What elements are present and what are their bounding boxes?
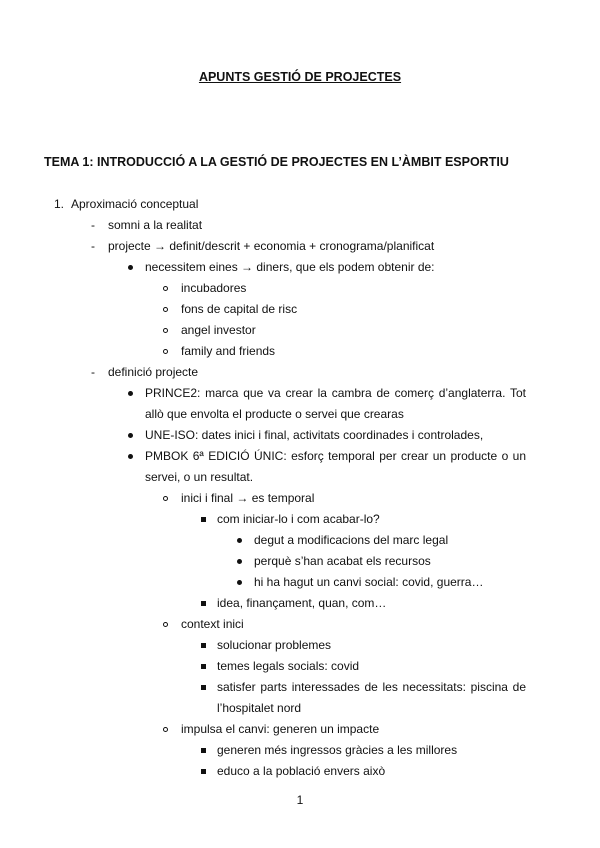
bullet-icon bbox=[128, 391, 133, 396]
list-item: projecte → definit/descrit + economia + cronograma/planificat bbox=[108, 239, 435, 253]
list-item: solucionar problemes bbox=[217, 638, 332, 652]
list-item: incubadores bbox=[181, 281, 247, 295]
list-item: hi ha hagut un canvi social: covid, guerra… bbox=[254, 575, 484, 589]
list-item: degut a modificacions del marc legal bbox=[254, 533, 449, 547]
list-item-title: Aproximació conceptual bbox=[71, 197, 199, 211]
square-bullet-icon bbox=[201, 601, 206, 606]
bullet-icon bbox=[237, 580, 242, 585]
page-number: 1 bbox=[296, 793, 304, 807]
document-title: APUNTS GESTIÓ DE PROJECTES bbox=[198, 70, 402, 84]
list-item: satisfer parts interessades de les necessitats: piscina de bbox=[217, 680, 526, 694]
bullet-icon bbox=[128, 265, 133, 270]
list-item-continuation: allò que envolta el producte o servei que crearas bbox=[145, 407, 404, 421]
circle-bullet-icon bbox=[163, 622, 168, 627]
list-item-continuation: l’hospitalet nord bbox=[217, 701, 302, 715]
square-bullet-icon bbox=[201, 643, 206, 648]
bullet-icon bbox=[128, 454, 133, 459]
circle-bullet-icon bbox=[163, 496, 168, 501]
list-item: definició projecte bbox=[108, 365, 199, 379]
list-item: PRINCE2: marca que va crear la cambra de comerç d’anglaterra. Tot bbox=[145, 386, 526, 400]
dash-marker: - bbox=[91, 218, 95, 232]
list-item: generen més ingressos gràcies a les millores bbox=[217, 743, 458, 757]
square-bullet-icon bbox=[201, 769, 206, 774]
list-item: idea, finançament, quan, com… bbox=[217, 596, 387, 610]
list-item: impulsa el canvi: generen un impacte bbox=[181, 722, 380, 736]
list-item: fons de capital de risc bbox=[181, 302, 298, 316]
circle-bullet-icon bbox=[163, 349, 168, 354]
list-item: somni a la realitat bbox=[108, 218, 203, 232]
list-item: temes legals socials: covid bbox=[217, 659, 360, 673]
dash-marker: - bbox=[91, 365, 95, 379]
square-bullet-icon bbox=[201, 748, 206, 753]
list-item: educo a la població envers això bbox=[217, 764, 386, 778]
list-item: angel investor bbox=[181, 323, 256, 337]
list-item: inici i final → es temporal bbox=[181, 491, 315, 505]
list-item-continuation: servei, o un resultat. bbox=[145, 470, 254, 484]
square-bullet-icon bbox=[201, 517, 206, 522]
list-item: PMBOK 6ª EDICIÓ ÚNIC: esforç temporal per crear un producte o un bbox=[145, 449, 526, 463]
list-item: family and friends bbox=[181, 344, 276, 358]
list-item: perquè s’han acabat els recursos bbox=[254, 554, 431, 568]
bullet-icon bbox=[237, 538, 242, 543]
list-item: UNE-ISO: dates inici i final, activitats coordinades i controlades, bbox=[145, 428, 484, 442]
circle-bullet-icon bbox=[163, 328, 168, 333]
list-number: 1. bbox=[54, 197, 65, 211]
bullet-icon bbox=[237, 559, 242, 564]
circle-bullet-icon bbox=[163, 307, 168, 312]
list-item: context inici bbox=[181, 617, 244, 631]
square-bullet-icon bbox=[201, 685, 206, 690]
dash-marker: - bbox=[91, 239, 95, 253]
square-bullet-icon bbox=[201, 664, 206, 669]
circle-bullet-icon bbox=[163, 286, 168, 291]
list-item: com iniciar-lo i com acabar-lo? bbox=[217, 512, 380, 526]
section-heading: TEMA 1: INTRODUCCIÓ A LA GESTIÓ DE PROJECTES EN L’ÀMBIT ESPORTIU bbox=[44, 155, 509, 169]
list-item: necessitem eines → diners, que els podem obtenir de: bbox=[145, 260, 435, 274]
bullet-icon bbox=[128, 433, 133, 438]
circle-bullet-icon bbox=[163, 727, 168, 732]
